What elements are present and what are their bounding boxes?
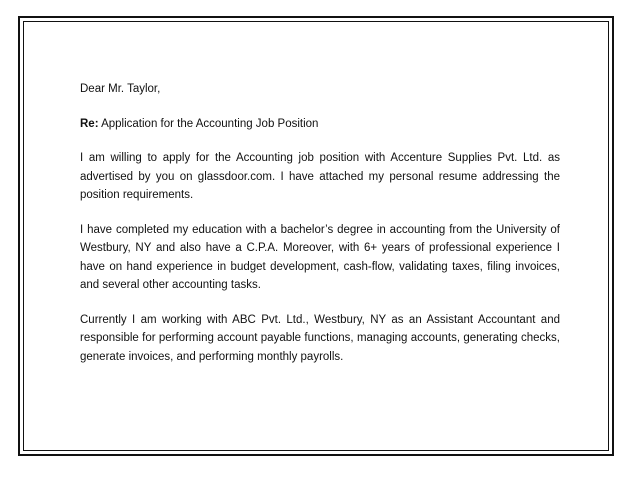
paragraph-education: I have completed my education with a bachelor’s degree in accounting from the University of Westbury, NY and also have a C.P.A. Moreover, with 6+ years of professional experience I have on hand experience in budget development, cash-flow, validating taxes, filing invoices, and several other accounting tasks.: [80, 223, 560, 291]
letter-body: [80, 80, 560, 382]
subject-line: [80, 115, 560, 134]
paragraph-current-role: Currently I am working with ABC Pvt. Ltd., Westbury, NY as an Assistant Accountant and responsible for performing account payable functions, managing accounts, generating checks, generate invoices, and performing monthly payrolls.: [80, 313, 560, 363]
subject-label: Re:: [80, 117, 99, 130]
salutation: Dear Mr. Taylor,: [80, 83, 161, 95]
paragraph-application: I am willing to apply for the Accounting job position with Accenture Supplies Pvt. Ltd. as advertised by you on glassdoor.com. I have attached my personal resume addressing the position requirements.: [80, 152, 560, 201]
subject-text: Application for the Accounting Job Position: [98, 117, 319, 130]
